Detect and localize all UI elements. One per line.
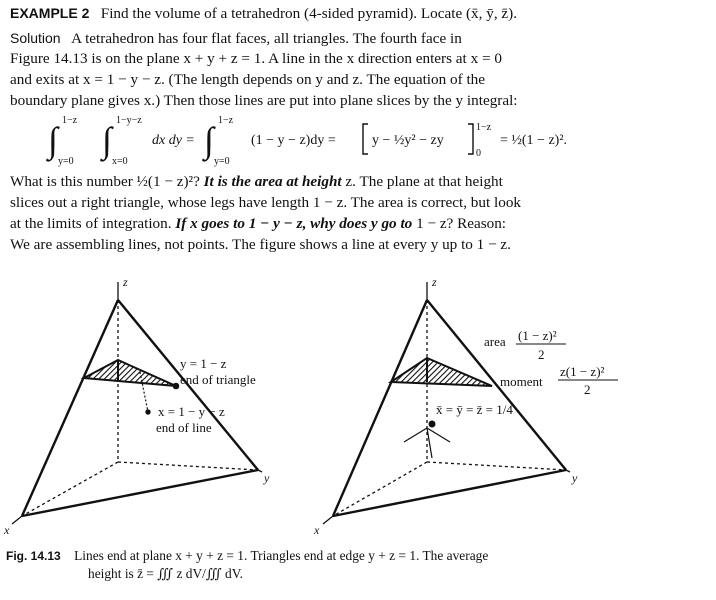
caption-line-1: Lines end at plane x + y + z = 1. Triangles end at edge y + z = 1. The average — [74, 548, 489, 563]
left-ann-end-triangle: end of triangle — [180, 372, 256, 387]
solution-text-1: A tetrahedron has four flat faces, all triangles. The fourth face in — [71, 30, 462, 47]
solution-label: Solution — [10, 30, 61, 46]
right-area-denominator: 2 — [538, 347, 545, 362]
right-centroid-label: x̄ = ȳ = z̄ = 1/4 — [436, 402, 513, 417]
left-end-dot — [173, 383, 179, 389]
right-y-axis-tail — [566, 470, 570, 472]
left-edge-zx — [22, 300, 118, 516]
left-tetrahedron — [3, 275, 270, 537]
integral-equation — [0, 110, 716, 168]
integral-sign: ∫ — [204, 120, 214, 160]
left-x-axis-label: x — [4, 523, 10, 537]
bracket-lower-limit: 0 — [476, 148, 481, 159]
integral-sign: ∫ — [102, 120, 112, 160]
left-y-axis-label: y — [264, 471, 270, 485]
right-area-label: area — [484, 334, 506, 349]
left-annotations — [156, 356, 256, 435]
solution-line-4: boundary plane gives x.) Then those lines are put into plane slices by the y integral: — [10, 92, 518, 109]
rhs-lower-limit: y=0 — [214, 156, 230, 167]
right-z-axis-label: z — [432, 275, 437, 289]
left-x-axis-hidden — [22, 462, 118, 516]
inner-upper-limit: 1−y−z — [116, 115, 142, 126]
solution-line-2: Figure 14.13 is on the plane x + y + z = 1. A line in the x direction enters at x = 0 — [10, 50, 502, 67]
solution-line-3: and exits at x = 1 − y − z. (The length depends on y and z. The equation of the — [10, 71, 486, 88]
example-label: EXAMPLE 2 — [10, 5, 90, 21]
figure-14-13 — [0, 262, 716, 547]
right-edge-xy — [333, 470, 566, 516]
right-moment-denominator: 2 — [584, 382, 591, 397]
left-y-axis-hidden — [118, 462, 258, 470]
para2-emph-3: If x goes to 1 − y − z, why does y go to — [175, 215, 413, 232]
integral-sign: ∫ — [48, 120, 58, 160]
right-x-axis-label: x — [314, 523, 320, 537]
left-bracket — [363, 124, 368, 154]
right-edge-zx — [333, 300, 427, 516]
right-moment-label: moment — [500, 374, 543, 389]
left-z-axis-label: z — [123, 275, 128, 289]
right-bracket — [468, 124, 473, 154]
para2-text-3c: 1 − z? Reason: — [416, 215, 507, 232]
example-problem: Find the volume of a tetrahedron (4-sided pyramid). Locate (x̄, ȳ, z̄). — [100, 5, 518, 22]
caption-label: Fig. 14.13 — [6, 549, 61, 563]
right-centroid-dot — [429, 421, 435, 427]
right-centroid-line-b — [427, 428, 450, 442]
integrand-left: dx dy = — [152, 133, 195, 148]
left-edge-xy — [22, 470, 258, 516]
left-ann-end-line: end of line — [156, 420, 212, 435]
para2-text-1a: What is this number ½(1 − z)²? — [10, 173, 200, 190]
para2-line-4: We are assembling lines, not points. The figure shows a line at every y up to 1 − z. — [10, 236, 511, 253]
left-x-axis-tail — [12, 516, 22, 524]
para2-line-2: slices out a right triangle, whose legs have length 1 − z. The area is correct, but look — [10, 194, 522, 211]
para2-text-1c: z. The plane at that height — [345, 173, 503, 190]
left-hatched-triangle — [84, 360, 176, 386]
right-annotations — [436, 328, 618, 417]
bracket-upper-limit: 1−z — [476, 122, 492, 133]
bracket-content: y − ½y² − zy — [372, 133, 444, 148]
right-x-axis-tail — [323, 516, 333, 524]
example-header — [10, 2, 517, 25]
rhs-upper-limit: 1−z — [218, 115, 234, 126]
equation-result: = ½(1 − z)². — [500, 133, 568, 148]
right-y-axis-hidden — [427, 462, 566, 470]
left-y-axis-tail — [258, 470, 262, 472]
outer-upper-limit: 1−z — [62, 115, 78, 126]
para2-line-3 — [10, 213, 506, 235]
solution-line-1 — [10, 27, 462, 50]
para2-line-1 — [10, 171, 503, 193]
figure-caption — [6, 548, 488, 564]
outer-lower-limit: y=0 — [58, 156, 74, 167]
rhs-integrand: (1 − y − z)dy = — [251, 133, 336, 148]
right-centroid-line-c — [427, 428, 432, 458]
right-area-numerator: (1 − z)² — [518, 328, 557, 343]
para2-emph-1: It is the area at height — [203, 173, 342, 190]
caption-line-2: height is z̄ = ∭ z dV/∭ dV. — [88, 566, 244, 581]
inner-lower-limit: x=0 — [112, 156, 128, 167]
right-centroid-line-a — [404, 428, 427, 442]
left-line-end-dot — [146, 410, 150, 414]
right-moment-numerator: z(1 − z)² — [560, 364, 605, 379]
right-y-axis-label: y — [572, 471, 578, 485]
left-ann-line-eq: x = 1 − y − z — [158, 404, 225, 419]
para2-text-3a: at the limits of integration. — [10, 215, 172, 232]
left-ann-plane: y = 1 − z — [180, 356, 227, 371]
